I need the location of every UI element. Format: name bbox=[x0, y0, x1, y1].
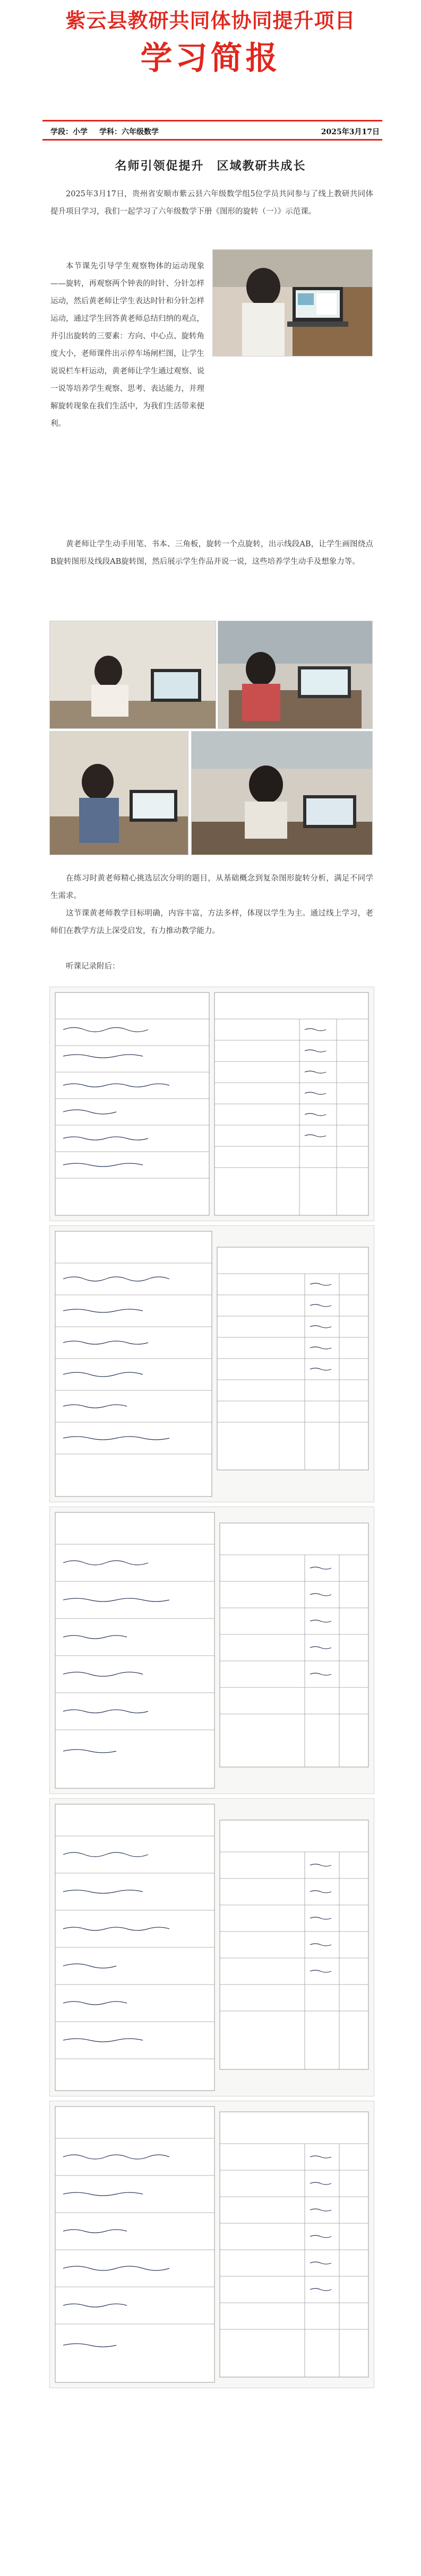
lesson-record-scan-3 bbox=[49, 1507, 374, 1794]
lesson-record-scan-4 bbox=[49, 1798, 374, 2096]
paragraph-records-intro: 听课记录附后： bbox=[66, 962, 120, 971]
photo-teacher-listening-1 bbox=[49, 621, 216, 729]
paragraph-lesson-part1: 本节课先引导学生观察物体的运动现象——旋转，再观察两个钟表的时针、分针怎样运动，然后黄老师让学生表达时针和分针怎样运动，通过学生回答黄老师总结归纳的观点，并引出旋转的三要素：方向、中心点、旋转角度大小，老师课件出示停车场闸栏图，让学生说说栏车杆运动，黄老师让学生通过观察、说一说等培养学生观察、思考、表达能力，并理解旋转现象在我们生活中，为我们生活带来便利。 bbox=[50, 262, 204, 428]
lesson-record-scan-1 bbox=[49, 987, 374, 1221]
project-title: 紫云县教研共同体协同提升项目 bbox=[65, 8, 356, 32]
meta-subject: 学科：六年级数学 bbox=[99, 128, 159, 136]
lesson-record-scan-2 bbox=[49, 1225, 374, 1502]
paragraph-summary: 这节课黄老师教学目标明确，内容丰富，方法多样，体现以学生为主。通过线上学习，老师们在教学方法上深受启发，有力推动教学能力。 bbox=[50, 909, 373, 935]
paragraph-practice: 在练习时黄老师精心挑选层次分明的题目，从基础概念到复杂图形旋转分析，满足不同学生需求。 bbox=[50, 874, 373, 900]
section-subheading: 名师引领促提升 区域教研共成长 bbox=[115, 159, 306, 173]
meta-date: 2025年3月17日 bbox=[321, 128, 380, 136]
photo-online-lesson bbox=[212, 249, 373, 356]
photo-teacher-listening-3 bbox=[49, 731, 188, 855]
photo-teacher-listening-2 bbox=[218, 621, 373, 729]
photo-teacher-listening-4 bbox=[191, 731, 373, 855]
header-divider-bottom bbox=[42, 139, 382, 141]
lesson-record-scan-5 bbox=[49, 2101, 374, 2388]
bulletin-main-title: 学习简报 bbox=[140, 40, 281, 77]
meta-school: 学段：小学 bbox=[50, 128, 88, 136]
paragraph-lesson-part2: 黄老师让学生动手用笔、书本、三角板，旋转一个点旋转，出示线段AB，让学生画图绕点B旋转图形及线段AB旋转图，然后展示学生作品并说一说，这些培养学生动手及想象力等。 bbox=[50, 540, 373, 566]
header-divider-top bbox=[42, 120, 382, 121]
bulletin-meta-row bbox=[50, 126, 380, 137]
paragraph-intro: 2025年3月17日，贵州省安顺市紫云县六年级数学组5位学员共同参与了线上教研共同体提升项目学习，我们一起学习了六年级数学下册《图形的旋转（一）》示范课。 bbox=[50, 190, 373, 216]
